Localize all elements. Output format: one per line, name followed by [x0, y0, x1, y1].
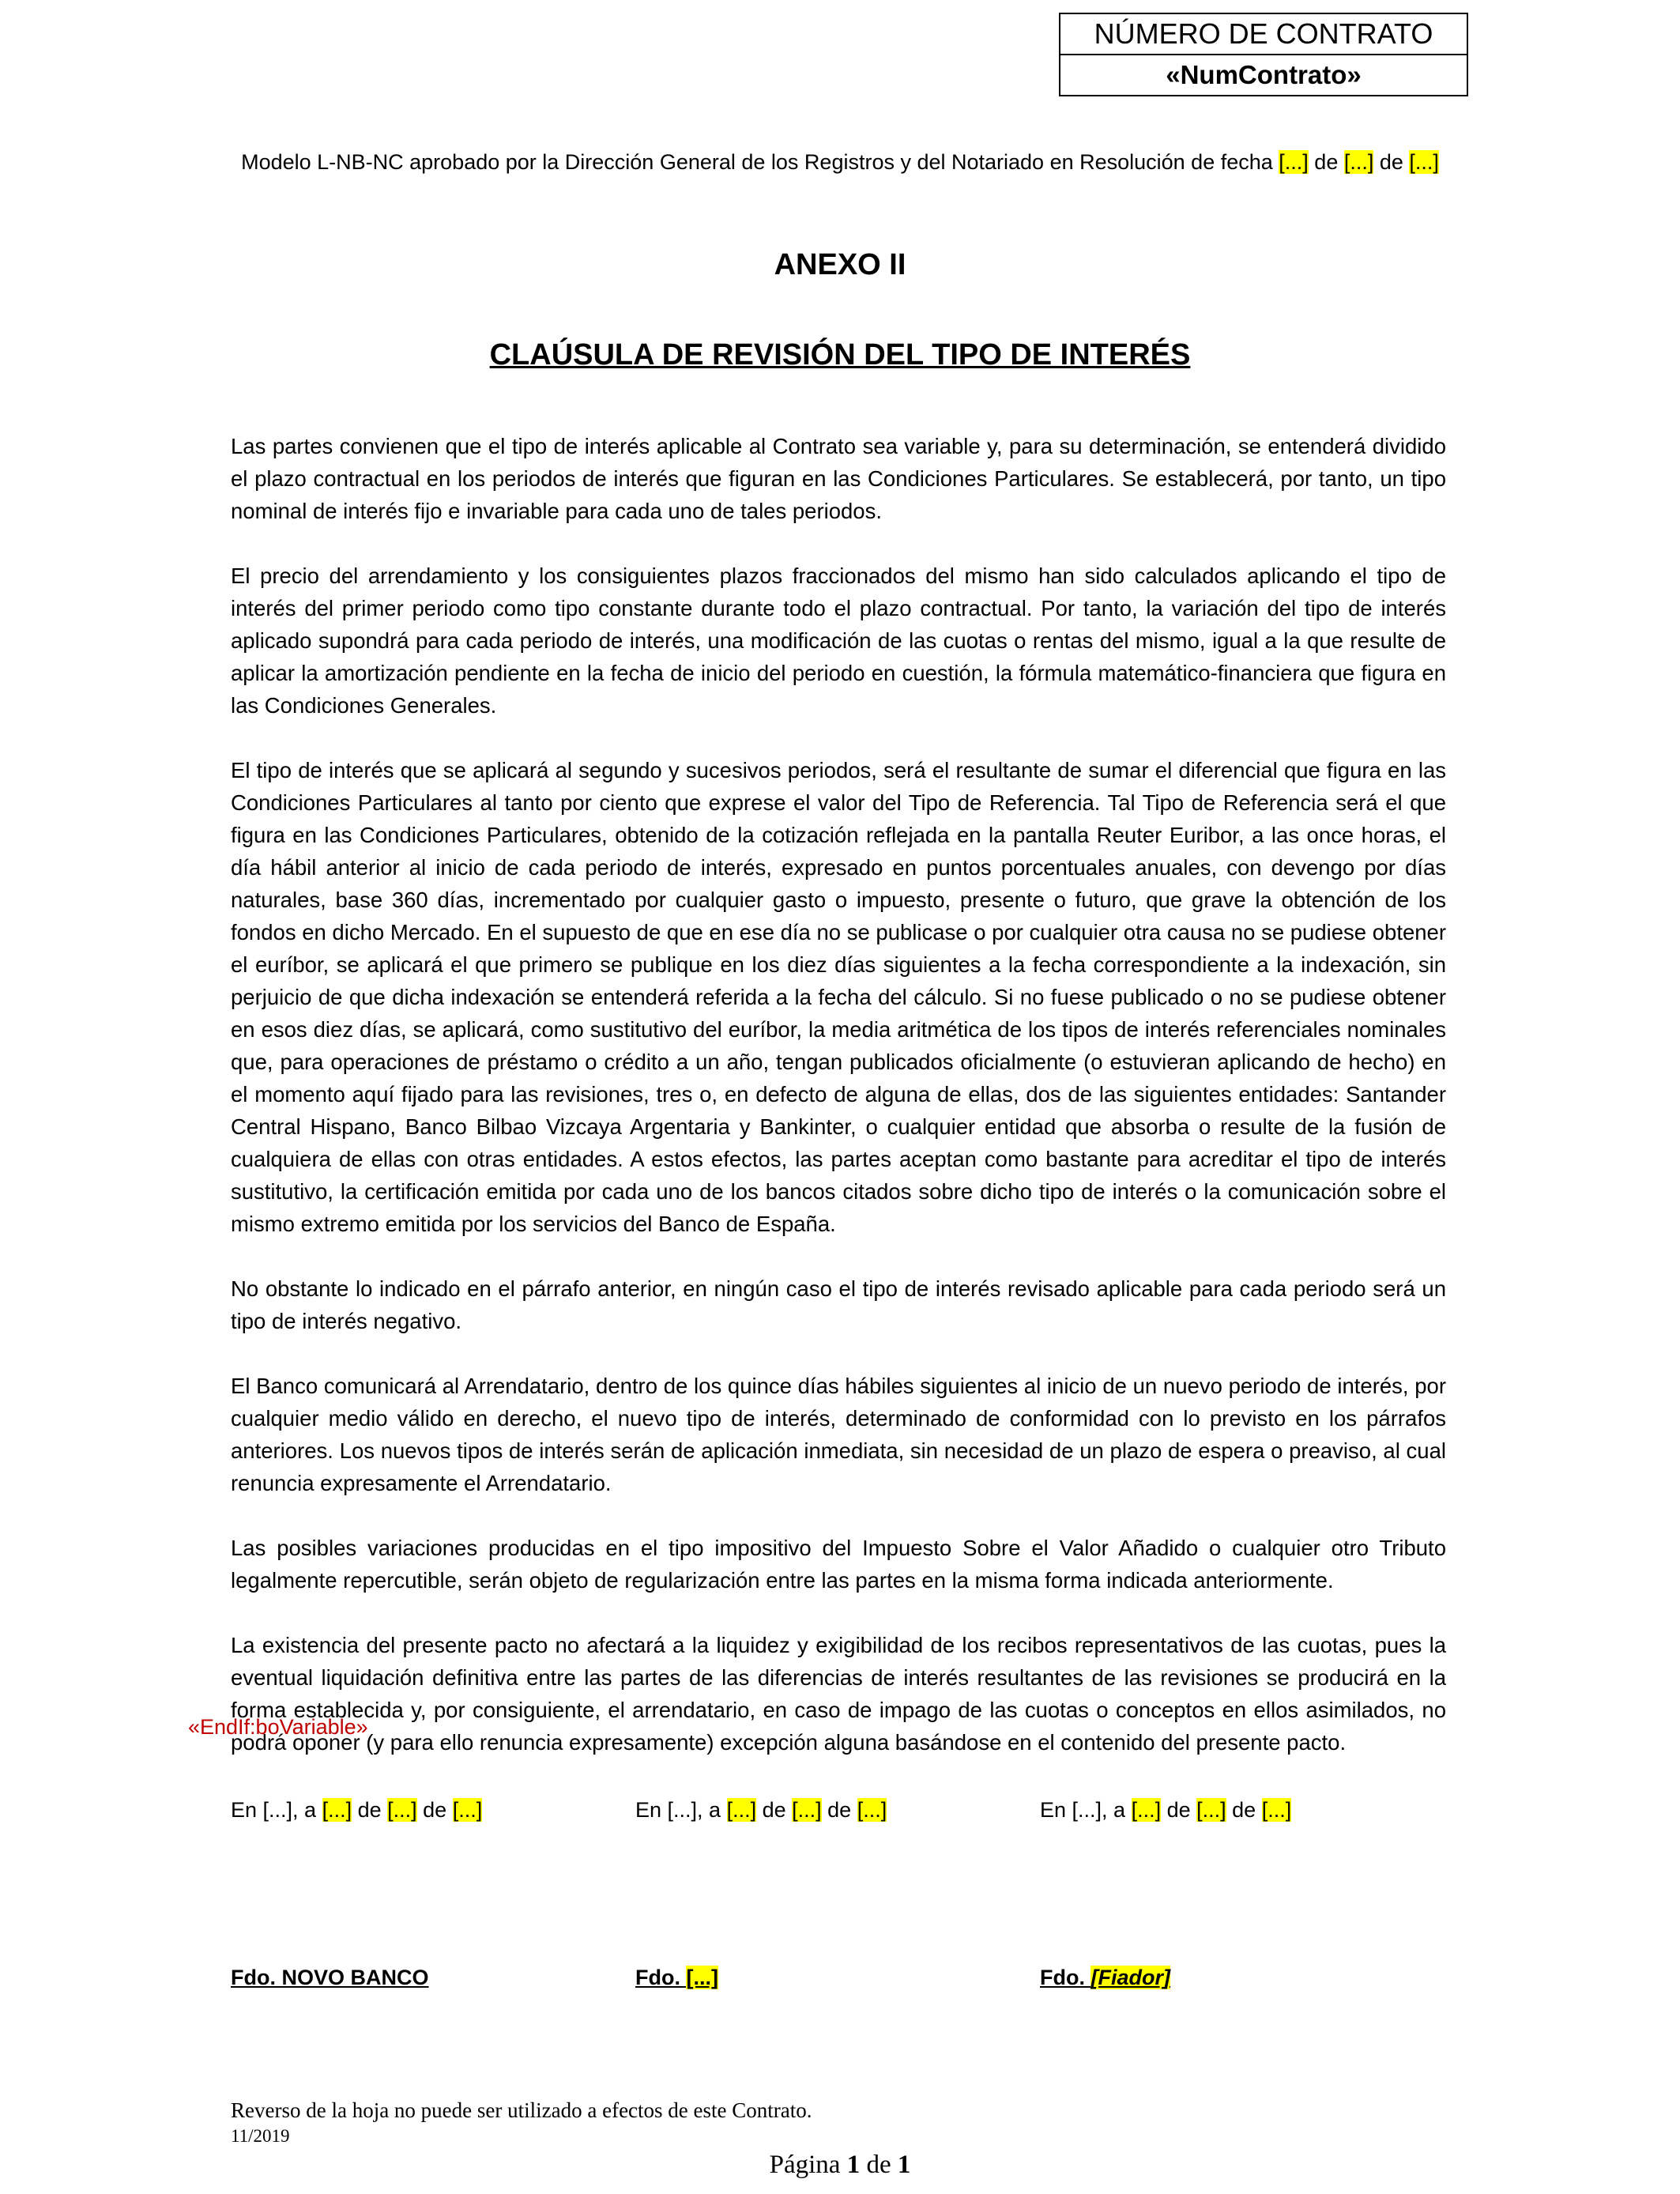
signature-blank: [...]: [686, 1966, 718, 1989]
paragraph: El Banco comunicará al Arrendatario, dentro de los quince días hábiles siguientes al inicio de un nuevo periodo de interés, por cualquier medio válido en derecho, el nuevo tipo de interés, determinado de conformidad con lo previsto en los párrafos anteriores. Los nuevos tipos de interés serán de aplicación inmediata, sin necesidad de un plazo de espera o preaviso, al cual renuncia expresamente el Arrendatario.: [231, 1374, 1446, 1495]
signature-guarantor: [1040, 1966, 1170, 1990]
contract-number-value: «NumContrato»: [1166, 60, 1362, 89]
paragraph: Las partes convienen que el tipo de interés aplicable al Contrato sea variable y, para su determinación, se entenderá dividido el plazo contractual en los periodos de interés que figuran en las Condiciones Particulares. Se establecerá, por tanto, un tipo nominal de interés fijo e invariable para cada uno de tales periodos.: [231, 434, 1446, 523]
signature-blank-guarantor: [Fiador]: [1090, 1966, 1170, 1989]
modelo-text: Modelo L-NB-NC aprobado por la Dirección General de los Registros y del Notariado en Resolución de fecha: [241, 150, 1279, 174]
signature-lessee: [635, 1966, 718, 1990]
paragraph: El tipo de interés que se aplicará al segundo y sucesivos periodos, será el resultante de sumar el diferencial que figura en las Condiciones Particulares al tanto por ciento que exprese el valor del Tipo de Referencia. Tal Tipo de Referencia será el que figura en las Condiciones Particulares, obtenido de la cotización reflejada en la pantalla Reuter Euribor, a las once horas, el día hábil anterior al inicio de cada periodo de interés, expresado en puntos porcentuales anuales, con devengo por días naturales, base 360 días, incrementado por cualquier gasto o impuesto, presente o futuro, que grave la obtención de los fondos en dicho Mercado. En el supuesto de que en ese día no se publicase o por cualquier otra causa no se pudiese obtener el euríbor, se aplicará el que primero se publique en los diez días siguientes a la fecha correspondiente a la indexación, sin perjuicio de que dicha indexación se entenderá referida a la fecha del cálculo. Si no fuese publicado o no se pudiese obtener en esos diez días, se aplicará, como sustitutivo del euríbor, la media aritmética de los tipos de interés referenciales nominales que, para operaciones de préstamo o crédito a un año, tengan publicados oficialmente (o estuvieran aplicando de hecho) en el momento aquí fijado para las revisiones, tres o, en defecto de alguna de ellas, dos de las siguientes entidades: Santander Central Hispano, Banco Bilbao Vizcaya Argentaria y Bankinter, o cualquier entidad que absorba o resulte de la fusión de cualquiera de ellas con otras entidades. A estos efectos, las partes aceptan como bastante para acreditar el tipo de interés sustitutivo, la certificación emitida por cada uno de los bancos citados sobre dicho tipo de interés o la comunicación sobre el mismo extremo emitida por los servicios del Banco de España.: [231, 758, 1446, 1236]
place-date-prefix: En [...], a: [231, 1798, 322, 1822]
paragraph: La existencia del presente pacto no afectará a la liquidez y exigibilidad de los recibos representativos de las cuotas, pues la eventual liquidación definitiva entre las partes de las diferencias de interés resultantes de las revisiones se producirá en la forma establecida y, por consiguiente, el arrendatario, en caso de impago de las cuotas o conceptos en ellos asimilados, no podrá oponer (y para ello renuncia expresamente) excepción alguna basándose en el contenido del presente pacto.: [231, 1633, 1446, 1755]
date-blank-year: [...]: [1409, 150, 1439, 174]
modelo-de-2: de: [1373, 150, 1410, 174]
contract-number-box: [1059, 13, 1468, 96]
contract-number-label: NÚMERO DE CONTRATO: [1060, 14, 1467, 55]
footer-version-date: 11/2019: [231, 2126, 290, 2146]
signature-prefix: Fdo.: [635, 1966, 687, 1989]
paragraph: El precio del arrendamiento y los consiguientes plazos fraccionados del mismo han sido calculados aplicando el tipo de interés del primer periodo como tipo constante durante todo el plazo contractual. Por tanto, la variación del tipo de interés aplicado supondrá para cada periodo de interés, una modificación de las cuotas o rentas del mismo, igual a la que resulte de aplicar la amortización pendiente en la fecha de inicio del periodo en cuestión, la fórmula matemático-financiera que figura en las Condiciones Generales.: [231, 564, 1446, 718]
paragraph: Las posibles variaciones producidas en el tipo impositivo del Impuesto Sobre el Valor Añadido o cualquier otro Tributo legalmente repercutible, serán objeto de regularización entre las partes en la misma forma indicada anteriormente.: [231, 1536, 1446, 1593]
date-blank: [...]: [1196, 1798, 1226, 1822]
page-total: 1: [897, 2151, 911, 2179]
place-date-de: de: [1161, 1798, 1197, 1822]
place-date-de: de: [416, 1798, 453, 1822]
footer-note: Reverso de la hoja no puede ser utilizado a efectos de este Contrato.: [231, 2098, 812, 2122]
clause-body: [231, 430, 1446, 1759]
date-blank: [...]: [452, 1798, 483, 1822]
place-date-guarantor: [1040, 1798, 1291, 1823]
date-blank: [...]: [857, 1798, 887, 1822]
signature-bank: Fdo. NOVO BANCO: [231, 1966, 429, 1989]
date-blank: [...]: [726, 1798, 757, 1822]
date-blank: [...]: [792, 1798, 822, 1822]
annex-title: ANEXO II: [774, 248, 906, 281]
place-date-de: de: [756, 1798, 793, 1822]
page-of: de: [860, 2151, 898, 2179]
date-blank-month: [...]: [1343, 150, 1374, 174]
endif-merge-field: «EndIf:boVariable»: [188, 1715, 368, 1739]
place-date-prefix: En [...], a: [635, 1798, 727, 1822]
place-date-de: de: [352, 1798, 388, 1822]
page-current: 1: [846, 2151, 861, 2179]
page-number: [0, 2151, 1680, 2180]
date-blank: [...]: [1261, 1798, 1292, 1822]
date-blank: [...]: [1131, 1798, 1162, 1822]
date-blank: [...]: [322, 1798, 352, 1822]
place-date-bank: [231, 1798, 482, 1823]
page-prefix: Página: [769, 2151, 847, 2179]
signature-prefix: Fdo.: [1040, 1966, 1091, 1989]
place-date-prefix: En [...], a: [1040, 1798, 1132, 1822]
place-date-de: de: [821, 1798, 857, 1822]
modelo-de-1: de: [1308, 150, 1344, 174]
date-blank: [...]: [387, 1798, 417, 1822]
clause-title: CLAÚSULA DE REVISIÓN DEL TIPO DE INTERÉS: [489, 338, 1191, 371]
modelo-approval-line: [0, 150, 1680, 175]
paragraph: No obstante lo indicado en el párrafo anterior, en ningún caso el tipo de interés revisado aplicable para cada periodo será un tipo de interés negativo.: [231, 1276, 1446, 1333]
date-blank-day: [...]: [1279, 150, 1309, 174]
place-date-de: de: [1226, 1798, 1262, 1822]
place-date-lessee: [635, 1798, 887, 1823]
